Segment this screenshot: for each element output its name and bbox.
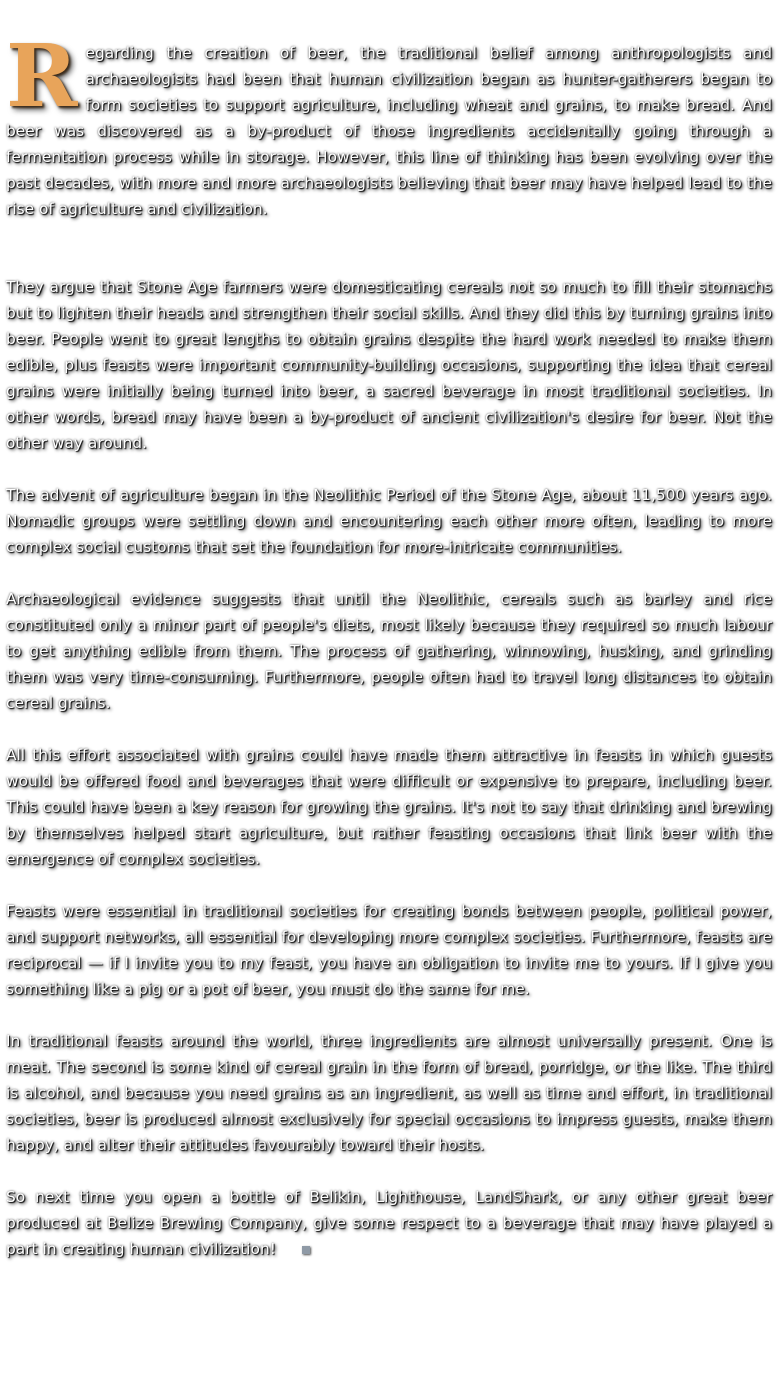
paragraph-1-text: egarding the creation of beer, the traditional belief among anthropologists and archaeologists had been that human civilization began as hunter-gatherers began to form societies to support agriculture, including wheat and grains, to make bread. And beer was discovered as a by-product of those ingredients accidentally going through a fermentation process while in storage. However, this line of thinking has been evolving over the past decades, with more and more archaeologists believing that beer may have helped lead to the rise of agriculture and civilization. bbox=[6, 44, 772, 218]
paragraph-6: Feasts were essential in traditional societies for creating bonds between people, political power, and support networks, all essential for developing more complex societies. Furthermore, feasts are reciprocal — if I invite you to my feast, you have an obligation to invite me to yours. If I give you something like a pig or a pot of beer, you must do the same for me. bbox=[6, 902, 772, 998]
paragraph-1 bbox=[6, 26, 772, 248]
article-body bbox=[6, 26, 772, 1288]
paragraph-2: They argue that Stone Age farmers were domesticating cereals not so much to fill their stomachs but to lighten their heads and strengthen their social skills. And they did this by turning grains into beer. People went to great lengths to obtain grains despite the hard work needed to make them edible, plus feasts were important community-building occasions, supporting the idea that cereal grains were initially being turned into beer, a sacred beverage in most traditional societies. In other words, bread may have been a by-product of ancient civilization's desire for beer. Not the other way around. bbox=[6, 278, 772, 452]
paragraph-3: The advent of agriculture began in the Neolithic Period of the Stone Age, about 11,500 years ago. Nomadic groups were settling down and encountering each other more often, leading to more complex social customs that set the foundation for more-intricate communities. bbox=[6, 486, 772, 556]
square-end-mark-icon bbox=[302, 1246, 310, 1254]
paragraph-8-text: So next time you open a bottle of Belikin, Lighthouse, LandShark, or any other great beer produced at Belize Brewing Company, give some respect to a beverage that may have played a part in creating human civilization! bbox=[6, 1188, 772, 1258]
paragraph-5: All this effort associated with grains could have made them attractive in feasts in which guests would be offered food and beverages that were difficult or expensive to prepare, including beer. This could have been a key reason for growing the grains. It's not to say that drinking and brewing by themselves helped start agriculture, but rather feasting occasions that link beer with the emergence of complex societies. bbox=[6, 746, 772, 868]
paragraph-7: In traditional feasts around the world, three ingredients are almost universally present. One is meat. The second is some kind of cereal grain in the form of bread, porridge, or the like. The third is alcohol, and because you need grains as an ingredient, as well as time and effort, in traditional societies, beer is produced almost exclusively for special occasions to impress guests, make them happy, and alter their attitudes favourably toward their hosts. bbox=[6, 1032, 772, 1154]
paragraph-4: Archaeological evidence suggests that until the Neolithic, cereals such as barley and rice constituted only a minor part of people's diets, most likely because they required so much labour to get anything edible from them. The process of gathering, winnowing, husking, and grinding them was very time-consuming. Furthermore, people often had to travel long distances to obtain cereal grains. bbox=[6, 590, 772, 712]
drop-cap: R bbox=[6, 26, 78, 127]
paragraph-8 bbox=[6, 1184, 772, 1262]
